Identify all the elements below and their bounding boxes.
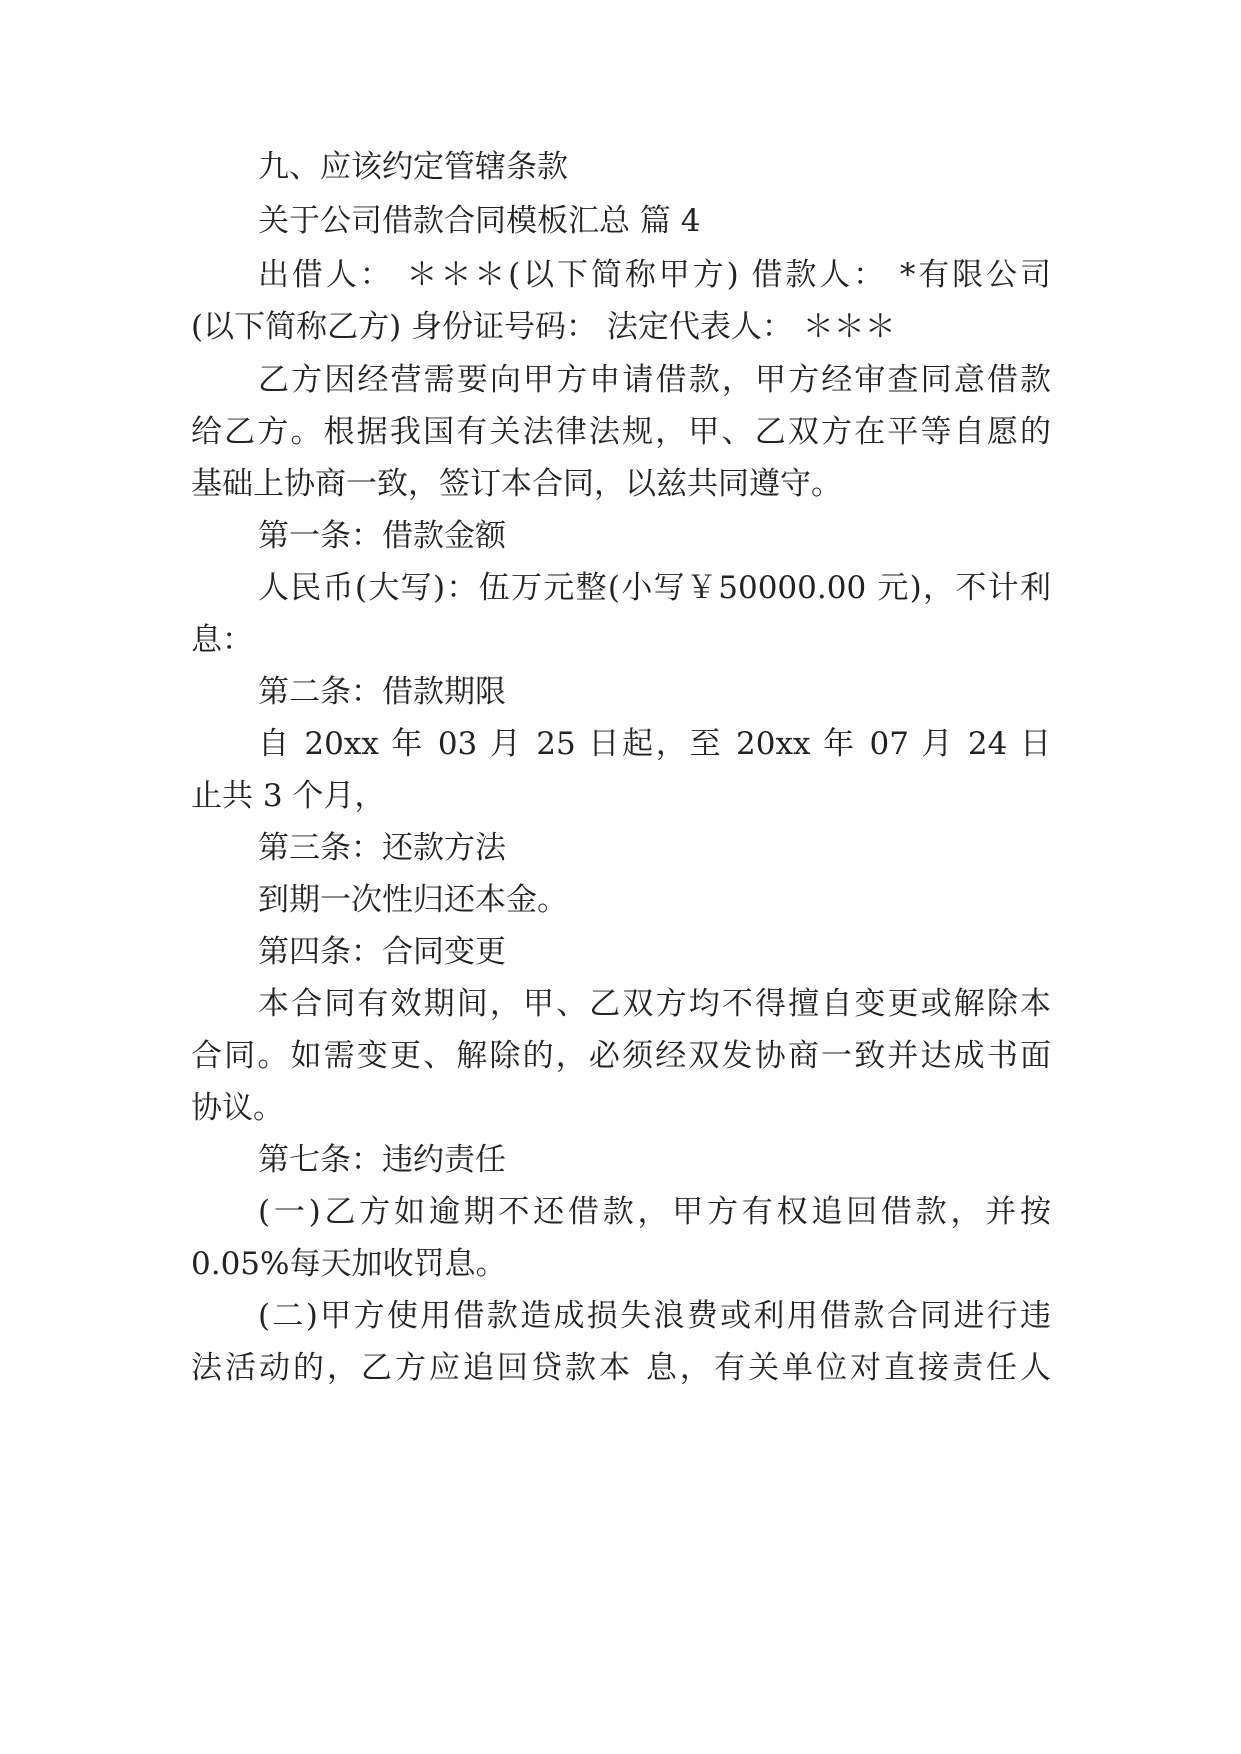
parties-line: (以下简称乙方) 身份证号码： 法定代表人： ＊＊＊ [191,309,896,345]
paragraph-line: 给乙方。根据我国有关法律法规，甲、乙双方在平等自愿的 [191,414,1051,450]
article-heading: 第七条：违约责任 [258,1142,506,1178]
paragraph-line: 基础上协商一致，签订本合同，以兹共同遵守。 [191,466,842,502]
paragraph-line: 自 20xx 年 03 月 25 日起，至 20xx 年 07 月 24 日 [258,726,1051,762]
paragraph-line: 0.05%每天加收罚息。 [191,1246,507,1282]
paragraph-line: (一)乙方如逾期不还借款，甲方有权追回借款，并按 [258,1194,1051,1230]
paragraph-line: 法活动的，乙方应追回贷款本 息，有关单位对直接责任人 [191,1350,1051,1386]
paragraph-line: 乙方因经营需要向甲方申请借款，甲方经审查同意借款 [258,362,1051,398]
paragraph-line: 止共 3 个月， [191,778,386,814]
article-heading: 第一条：借款金额 [258,518,506,554]
paragraph-line: 本合同有效期间，甲、乙双方均不得擅自变更或解除本 [258,986,1051,1022]
document-title: 关于公司借款合同模板汇总 篇 4 [258,203,701,239]
article-heading: 第二条：借款期限 [258,674,506,710]
paragraph-line: 到期一次性归还本金。 [258,882,568,918]
paragraph-line: (二)甲方使用借款造成损失浪费或利用借款合同进行违 [258,1298,1051,1334]
article-heading: 第四条：合同变更 [258,934,506,970]
paragraph-line: 人民币(大写)：伍万元整(小写￥50000.00 元)，不计利 [258,570,1051,606]
paragraph-line: 息： [191,622,253,658]
section-heading: 九、应该约定管辖条款 [258,149,568,185]
article-heading: 第三条：还款方法 [258,830,506,866]
paragraph-line: 协议。 [191,1090,284,1126]
paragraph-line: 合同。如需变更、解除的，必须经双发协商一致并达成书面 [191,1038,1051,1074]
parties-line: 出借人： ＊＊＊(以下简称甲方) 借款人： *有限公司 [258,257,1051,293]
